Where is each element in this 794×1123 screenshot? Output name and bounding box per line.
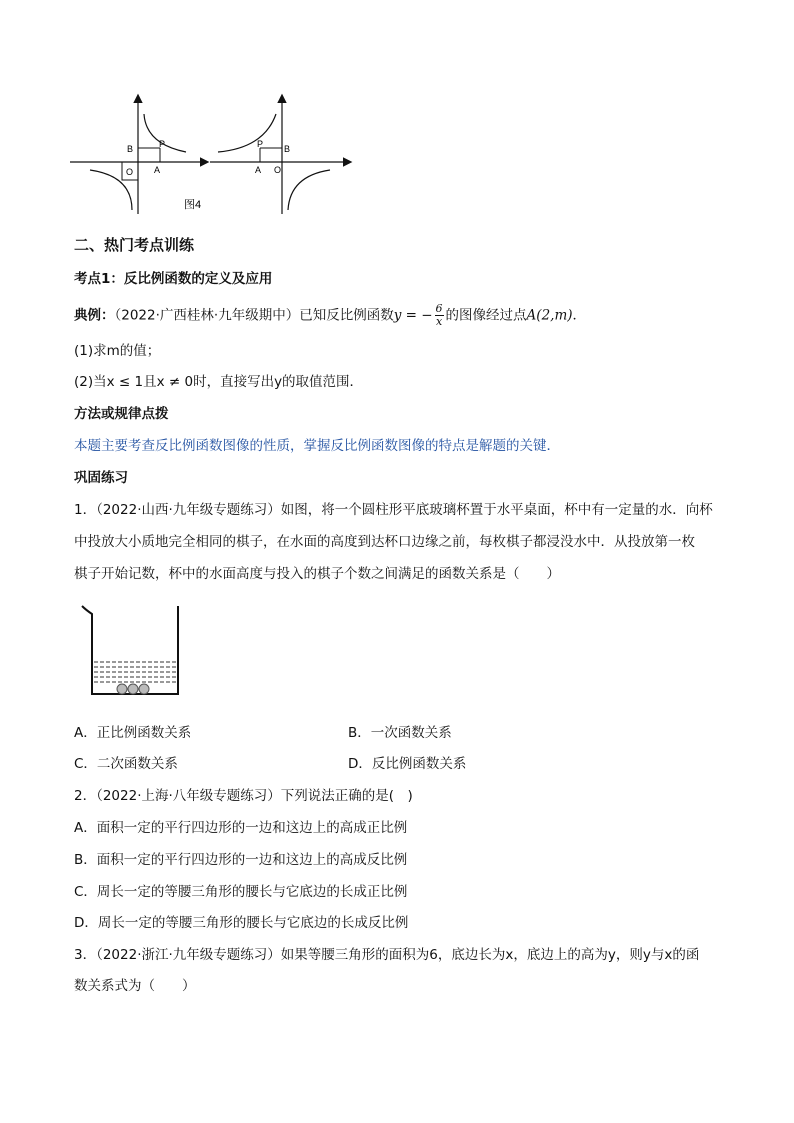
q1-line1: 1．（2022·山西·九年级专题练习）如图，将一个圆柱形平底玻璃杯置于水平桌面，杯中有一定量的水．向杯 bbox=[74, 502, 713, 518]
svg-text:P: P bbox=[257, 139, 264, 149]
label-O: O bbox=[126, 167, 134, 177]
q1-option-b: B．一次函数关系 bbox=[348, 725, 452, 741]
chess-piece bbox=[128, 684, 138, 694]
chess-piece bbox=[117, 684, 127, 694]
q2-option-a: A．面积一定的平行四边形的一边和这边上的高成正比例 bbox=[74, 820, 408, 836]
q2-option-d: D．周长一定的等腰三角形的腰长与它底边的长成反比例 bbox=[74, 915, 409, 931]
example-line: 典例：（2022·广西桂林·九年级期中）已知反比例函数y = − $\frac{6}{x}$ 的图像经过点A(2,m)． bbox=[74, 302, 587, 328]
hyperbola-figure bbox=[60, 92, 360, 220]
svg-text:O: O bbox=[274, 165, 282, 175]
q1-line2: 中投放大小质地完全相同的棋子，在水面的高度到达杯口边缘之前，每枚棋子都浸没水中．从投放第一枚 bbox=[74, 534, 695, 550]
svg-text:A: A bbox=[255, 165, 262, 175]
example-q2: (2)当x ≤ 1且x ≠ 0时，直接写出y的取值范围． bbox=[74, 374, 364, 390]
q1-option-d: D．反比例函数关系 bbox=[348, 756, 467, 772]
q3-line2: 数关系式为（ ） bbox=[74, 978, 196, 994]
fraction-6-over-x: $\frac{6}{x}$ bbox=[435, 302, 443, 328]
q2-option-b: B．面积一定的平行四边形的一边和这边上的高成反比例 bbox=[74, 852, 408, 868]
label-B: B bbox=[127, 144, 134, 154]
right-curve-q2 bbox=[218, 114, 276, 152]
method-title: 方法或规律点拨 bbox=[74, 406, 169, 422]
q1-option-a: A．正比例函数关系 bbox=[74, 725, 192, 741]
svg-text:B: B bbox=[284, 144, 291, 154]
method-text: 本题主要考查反比例函数图像的性质，掌握反比例函数图像的特点是解题的关键． bbox=[74, 438, 560, 454]
q1-line3: 棋子开始记数，杯中的水面高度与投入的棋子个数之间满足的函数关系是（ ） bbox=[74, 566, 560, 582]
example-q1: (1)求m的值； bbox=[74, 343, 161, 359]
section-title: 二、热门考点训练 bbox=[74, 236, 195, 254]
right-curve-q4 bbox=[288, 170, 330, 210]
practice-title: 巩固练习 bbox=[74, 470, 128, 486]
label-P: P bbox=[159, 139, 166, 149]
chess-piece bbox=[139, 684, 149, 694]
q2-stem: 2．（2022·上海·八年级专题练习）下列说法正确的是( ) bbox=[74, 788, 413, 804]
q3-line1: 3．（2022·浙江·九年级专题练习）如果等腰三角形的面积为6，底边长为x，底边上的高为y，则y与x的函 bbox=[74, 947, 700, 963]
q1-option-c: C．二次函数关系 bbox=[74, 756, 178, 772]
figure-caption: 图4 bbox=[184, 199, 202, 211]
q2-option-c: C．周长一定的等腰三角形的腰长与它底边的长成正比例 bbox=[74, 884, 408, 900]
label-A: A bbox=[154, 165, 161, 175]
beaker-illustration bbox=[76, 600, 186, 700]
topic-title: 考点1：反比例函数的定义及应用 bbox=[74, 271, 273, 287]
